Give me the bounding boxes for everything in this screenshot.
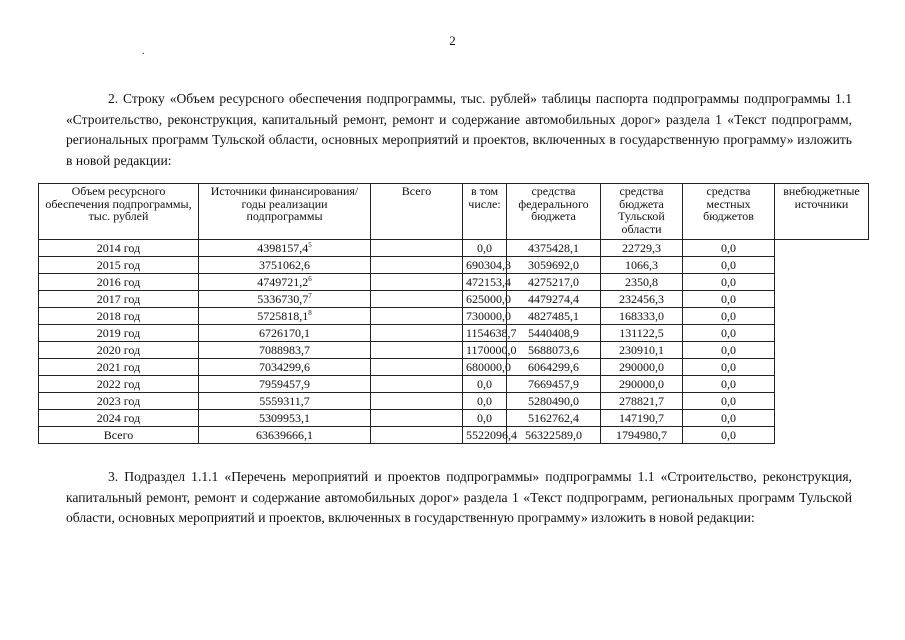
federal-cell-value: 625000,0: [466, 292, 511, 306]
table-row: [39, 308, 869, 325]
extra-cell-value: 0,0: [721, 258, 736, 272]
total-cell: [199, 359, 371, 376]
regional-cell: [507, 359, 601, 376]
regional-cell-value: 6064299,6: [528, 360, 579, 374]
regional-cell-value: 4827485,1: [528, 309, 579, 323]
year-cell: [39, 342, 199, 359]
total-cell-value: 5336730,7: [257, 292, 309, 306]
regional-cell: [507, 410, 601, 427]
total-cell: [199, 342, 371, 359]
year-cell: [39, 393, 199, 410]
federal-cell: [463, 325, 517, 342]
federal-cell: [463, 291, 511, 308]
year-cell-value: 2017 год: [96, 292, 141, 306]
local-cell: [601, 393, 683, 410]
year-cell-value: 2020 год: [96, 343, 141, 357]
year-cell: [39, 376, 199, 393]
regional-cell-value: 4275217,0: [528, 275, 579, 289]
total-cell: [199, 240, 371, 257]
regional-cell: [507, 376, 601, 393]
extra-cell-value: 0,0: [721, 275, 736, 289]
extra-cell-value: 0,0: [721, 326, 736, 340]
year-cell-value: 2016 год: [96, 275, 141, 289]
extra-cell: [683, 240, 775, 257]
table-row: [39, 274, 869, 291]
local-cell: [601, 257, 683, 274]
including-cell: [371, 308, 463, 325]
federal-cell: [463, 274, 511, 291]
regional-cell: [507, 308, 601, 325]
regional-cell: [507, 240, 601, 257]
federal-cell-value: 1154638,7: [466, 326, 517, 340]
local-cell: [601, 240, 683, 257]
extra-cell-value: 0,0: [721, 394, 736, 408]
regional-cell: [507, 393, 601, 410]
local-cell-value: 131122,5: [619, 326, 664, 340]
federal-cell-value: 0,0: [477, 394, 492, 408]
total-row-label: Всего: [39, 427, 199, 444]
total-cell: [199, 291, 371, 308]
header-total: Всего: [371, 184, 463, 240]
regional-cell: [507, 325, 601, 342]
year-cell: [39, 325, 199, 342]
header-extra: внебюджетные источники: [775, 184, 869, 240]
federal-cell-value: 730000,0: [466, 309, 511, 323]
local-cell: [601, 410, 683, 427]
federal-cell-value: 1170000,0: [466, 343, 517, 357]
federal-cell-value: 680000,0: [466, 360, 511, 374]
local-cell-value: 290000,0: [619, 377, 664, 391]
including-cell: [371, 393, 463, 410]
federal-cell-value: 0,0: [477, 411, 492, 425]
regional-cell-value: 5280490,0: [528, 394, 579, 408]
year-cell: [39, 274, 199, 291]
regional-cell: [507, 274, 601, 291]
table-row: [39, 325, 869, 342]
federal-cell-value: 690304,3: [466, 258, 511, 272]
federal-cell: [463, 257, 511, 274]
total-cell-value: 7088983,7: [259, 343, 310, 357]
header-federal: средства федерального бюджета: [507, 184, 601, 240]
total-cell: [199, 393, 371, 410]
year-cell-value: 2024 год: [96, 411, 141, 425]
total-cell-value: 7959457,9: [259, 377, 310, 391]
total-row-federal: 5522096,4: [463, 427, 507, 444]
year-cell: [39, 359, 199, 376]
regional-cell-value: 5440408,9: [528, 326, 579, 340]
year-cell-value: 2019 год: [96, 326, 141, 340]
paragraph-2: 2. Строку «Объем ресурсного обеспечения подпрограммы, тыс. рублей» таблицы паспорта подпрограммы подпрограммы 1.1 «Строительство, реконструкция, капитальный ремонт, ремонт и содержание автомобильных дорог» раздела 1 «Текст подпрограмм, региональных программ Тульской области, основных мероприятий и проектов, включенных в государственную программу» изложить в новой редакции:: [66, 91, 852, 168]
extra-cell-value: 0,0: [721, 292, 736, 306]
total-cell: [199, 257, 371, 274]
local-cell-value: 278821,7: [619, 394, 664, 408]
local-cell-value: 232456,3: [619, 292, 664, 306]
including-cell: [371, 410, 463, 427]
local-cell-value: 1066,3: [625, 258, 658, 272]
total-cell: [199, 410, 371, 427]
regional-cell-value: 4375428,1: [528, 241, 579, 255]
extra-cell: [683, 291, 775, 308]
year-cell-value: 2021 год: [96, 360, 141, 374]
federal-cell-value: 0,0: [477, 377, 492, 391]
year-cell-value: 2015 год: [96, 258, 141, 272]
extra-cell-value: 0,0: [721, 377, 736, 391]
local-cell: [601, 325, 683, 342]
local-cell-value: 2350,8: [625, 275, 658, 289]
extra-cell-value: 0,0: [721, 241, 736, 255]
total-row-extra: 0,0: [683, 427, 775, 444]
extra-cell: [683, 410, 775, 427]
federal-cell: [463, 393, 507, 410]
extra-cell-value: 0,0: [721, 411, 736, 425]
table-row: [39, 257, 869, 274]
regional-cell-value: 5162762,4: [528, 411, 579, 425]
federal-cell-value: 472153,4: [466, 275, 511, 289]
including-cell: [371, 376, 463, 393]
total-cell: [199, 376, 371, 393]
regional-cell-value: 3059692,0: [528, 258, 579, 272]
local-cell-value: 168333,0: [619, 309, 664, 323]
federal-cell: [463, 308, 511, 325]
federal-cell: [463, 240, 507, 257]
extra-cell: [683, 359, 775, 376]
regional-cell-value: 5688073,6: [528, 343, 579, 357]
header-including: в том числе:: [463, 184, 507, 240]
local-cell: [601, 342, 683, 359]
footnote-mark: 5: [308, 241, 312, 249]
year-cell: [39, 240, 199, 257]
table-row: [39, 359, 869, 376]
total-cell-value: 3751062,6: [259, 258, 310, 272]
federal-cell: [463, 376, 507, 393]
footnote-mark: 8: [308, 309, 312, 317]
total-row-including: [371, 427, 463, 444]
total-cell-value: 5309953,1: [259, 411, 310, 425]
year-cell-value: 2022 год: [96, 377, 141, 391]
table-row: [39, 342, 869, 359]
extra-cell: [683, 342, 775, 359]
stray-mark: .: [142, 46, 145, 57]
local-cell: [601, 359, 683, 376]
total-cell-value: 5725818,1: [257, 309, 309, 323]
total-row-regional: 56322589,0: [507, 427, 601, 444]
total-cell-value: 4398157,4: [257, 241, 309, 255]
federal-cell: [463, 359, 511, 376]
header-regional: средства бюджета Тульской области: [601, 184, 683, 240]
table-row: [39, 376, 869, 393]
table-body: [39, 240, 869, 444]
table-row: [39, 410, 869, 427]
including-cell: [371, 257, 463, 274]
header-local: средства местных бюджетов: [683, 184, 775, 240]
total-cell: [199, 308, 371, 325]
table-total-row: [39, 427, 869, 444]
including-cell: [371, 291, 463, 308]
local-cell: [601, 274, 683, 291]
local-cell-value: 147190,7: [619, 411, 664, 425]
regional-cell: [507, 342, 601, 359]
total-cell-value: 5559311,7: [259, 394, 310, 408]
extra-cell: [683, 274, 775, 291]
including-cell: [371, 342, 463, 359]
extra-cell: [683, 393, 775, 410]
federal-cell-value: 0,0: [477, 241, 492, 255]
extra-cell: [683, 257, 775, 274]
total-row-total: 63639666,1: [199, 427, 371, 444]
table-row: [39, 291, 869, 308]
local-cell: [601, 376, 683, 393]
extra-cell: [683, 325, 775, 342]
total-cell-value: 6726170,1: [259, 326, 310, 340]
year-cell: [39, 410, 199, 427]
extra-cell-value: 0,0: [721, 309, 736, 323]
regional-cell-value: 4479274,4: [528, 292, 579, 306]
including-cell: [371, 325, 463, 342]
paragraph-3: 3. Подраздел 1.1.1 «Перечень мероприятий и проектов подпрограммы» подпрограммы 1.1 «Строительство, реконструкция, капитальный ремонт, ремонт и содержание автомобильных дорог» раздела 1 «Текст подпрограмм, региональных программ Тульской области, основных мероприятий и проектов, включенных в государственную программу» изложить в новой редакции:: [66, 469, 852, 525]
header-resource-volume: Объем ресурсного обеспечения подпрограммы, тыс. рублей: [39, 184, 199, 240]
local-cell-value: 290000,0: [619, 360, 664, 374]
extra-cell: [683, 308, 775, 325]
local-cell-value: 22729,3: [622, 241, 661, 255]
extra-cell: [683, 376, 775, 393]
including-cell: [371, 240, 463, 257]
year-cell-value: 2018 год: [96, 309, 141, 323]
table-row: [39, 393, 869, 410]
header-sources: Источники финансирования/годы реализации подпрограммы: [199, 184, 371, 240]
total-cell-value: 4749721,2: [257, 275, 309, 289]
extra-cell-value: 0,0: [721, 360, 736, 374]
year-cell: [39, 308, 199, 325]
footnote-mark: 6: [308, 275, 312, 283]
regional-cell-value: 7669457,9: [528, 377, 579, 391]
total-cell: [199, 325, 371, 342]
year-cell-value: 2023 год: [96, 394, 141, 408]
including-cell: [371, 359, 463, 376]
resource-table: [38, 183, 869, 444]
total-cell: [199, 274, 371, 291]
regional-cell: [507, 291, 601, 308]
local-cell-value: 230910,1: [619, 343, 664, 357]
including-cell: [371, 274, 463, 291]
extra-cell-value: 0,0: [721, 343, 736, 357]
year-cell: [39, 291, 199, 308]
table-row: [39, 240, 869, 257]
regional-cell: [507, 257, 601, 274]
footnote-mark: 7: [308, 292, 312, 300]
year-cell-value: 2014 год: [96, 241, 141, 255]
local-cell: [601, 308, 683, 325]
year-cell: [39, 257, 199, 274]
federal-cell: [463, 410, 507, 427]
federal-cell: [463, 342, 517, 359]
total-row-local: 1794980,7: [601, 427, 683, 444]
local-cell: [601, 291, 683, 308]
page-number: 2: [449, 33, 456, 48]
total-cell-value: 7034299,6: [259, 360, 310, 374]
